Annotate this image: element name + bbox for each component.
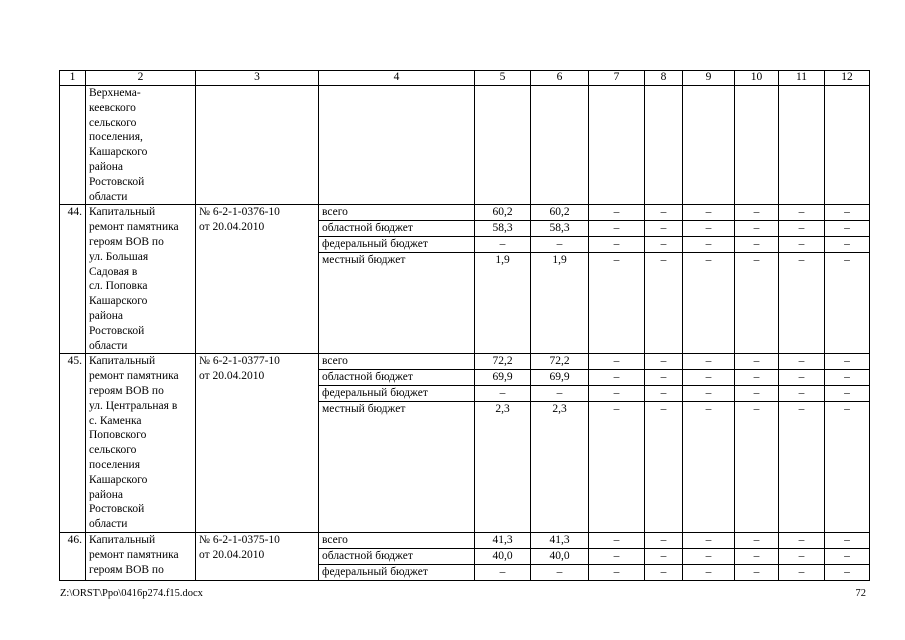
value-cell: 2,3 — [475, 402, 531, 533]
column-number: 5 — [475, 71, 531, 86]
value-cell: – — [735, 532, 779, 548]
funding-source: областной бюджет — [319, 548, 475, 564]
value-cell: – — [645, 221, 683, 237]
value-cell: 58,3 — [475, 221, 531, 237]
value-cell: – — [645, 564, 683, 580]
value-cell: – — [683, 564, 735, 580]
value-cell: – — [683, 253, 735, 354]
value-cell: – — [475, 386, 531, 402]
value-cell: – — [779, 402, 825, 533]
column-number: 1 — [60, 71, 86, 86]
value-cell: – — [589, 370, 645, 386]
column-number: 2 — [86, 71, 196, 86]
value-cell: – — [735, 548, 779, 564]
document-ref: № 6-2-1-0375-10 от 20.04.2010 — [196, 532, 319, 580]
table-row — [60, 205, 870, 221]
value-cell: – — [683, 237, 735, 253]
value-cell: 58,3 — [531, 221, 589, 237]
value-cell: – — [683, 205, 735, 221]
value-cell: – — [683, 221, 735, 237]
document-ref: № 6-2-1-0377-10 от 20.04.2010 — [196, 354, 319, 533]
value-cell: 60,2 — [531, 205, 589, 221]
value-cell: – — [779, 370, 825, 386]
value-cell: – — [779, 237, 825, 253]
value-cell: – — [645, 548, 683, 564]
value-cell: 60,2 — [475, 205, 531, 221]
value-cell: 41,3 — [531, 532, 589, 548]
column-number: 11 — [779, 71, 825, 86]
object-name: Капитальный ремонт памятника героям ВОВ по ул. Центральная в с. Каменка Поповского сельского поселения Кашарского района Ростовской области — [86, 354, 196, 533]
column-number: 6 — [531, 71, 589, 86]
value-cell: – — [779, 386, 825, 402]
value-cell: – — [589, 402, 645, 533]
value-cell: 41,3 — [475, 532, 531, 548]
value-cell: – — [589, 548, 645, 564]
document-ref: № 6-2-1-0376-10 от 20.04.2010 — [196, 205, 319, 354]
funding-source: всего — [319, 354, 475, 370]
value-cell: 72,2 — [475, 354, 531, 370]
value-cell: 40,0 — [531, 548, 589, 564]
funding-source: областной бюджет — [319, 221, 475, 237]
column-number: 10 — [735, 71, 779, 86]
value-cell: – — [735, 354, 779, 370]
page-number: 72 — [855, 588, 866, 599]
value-cell: – — [531, 237, 589, 253]
funding-source: федеральный бюджет — [319, 386, 475, 402]
value-cell: – — [735, 386, 779, 402]
value-cell: 1,9 — [531, 253, 589, 354]
value-cell: – — [735, 205, 779, 221]
value-cell: – — [589, 354, 645, 370]
funding-source: всего — [319, 532, 475, 548]
value-cell: – — [589, 221, 645, 237]
value-cell: 2,3 — [531, 402, 589, 533]
value-cell: – — [779, 532, 825, 548]
value-cell: – — [589, 205, 645, 221]
value-cell: – — [825, 253, 870, 354]
value-cell: – — [683, 532, 735, 548]
file-path-footer: Z:\ORST\Ppo\0416p274.f15.docx — [60, 588, 203, 599]
value-cell: – — [683, 548, 735, 564]
value-cell: – — [825, 548, 870, 564]
value-cell: – — [779, 253, 825, 354]
funding-source: всего — [319, 205, 475, 221]
column-number: 4 — [319, 71, 475, 86]
entry-number: 46. — [60, 532, 86, 580]
value-cell: – — [825, 564, 870, 580]
value-cell: – — [475, 237, 531, 253]
value-cell: – — [779, 221, 825, 237]
value-cell: – — [735, 221, 779, 237]
table-row — [60, 354, 870, 370]
value-cell: 72,2 — [531, 354, 589, 370]
value-cell: – — [683, 402, 735, 533]
value-cell: – — [589, 386, 645, 402]
funding-source: федеральный бюджет — [319, 564, 475, 580]
funding-source: федеральный бюджет — [319, 237, 475, 253]
value-cell: – — [589, 564, 645, 580]
value-cell: – — [683, 386, 735, 402]
value-cell: – — [825, 386, 870, 402]
column-number: 7 — [589, 71, 645, 86]
column-number: 9 — [683, 71, 735, 86]
funding-source: областной бюджет — [319, 370, 475, 386]
column-number: 3 — [196, 71, 319, 86]
object-name: Верхнема- кеевского сельского поселения, Кашарского района Ростовской области — [86, 86, 196, 205]
value-cell: – — [589, 532, 645, 548]
value-cell: – — [825, 532, 870, 548]
value-cell: – — [531, 386, 589, 402]
value-cell: – — [645, 386, 683, 402]
value-cell: – — [825, 237, 870, 253]
value-cell: – — [645, 205, 683, 221]
value-cell: – — [735, 370, 779, 386]
value-cell: – — [825, 354, 870, 370]
value-cell: – — [645, 354, 683, 370]
value-cell: – — [683, 354, 735, 370]
value-cell: – — [825, 221, 870, 237]
value-cell: 40,0 — [475, 548, 531, 564]
continuation-row — [60, 86, 870, 205]
value-cell: 69,9 — [475, 370, 531, 386]
object-name: Капитальный ремонт памятника героям ВОВ по — [86, 532, 196, 580]
value-cell: – — [825, 370, 870, 386]
table-row — [60, 532, 870, 548]
value-cell: – — [645, 532, 683, 548]
value-cell: – — [735, 253, 779, 354]
value-cell: – — [779, 354, 825, 370]
entry-number: 45. — [60, 354, 86, 533]
value-cell: – — [645, 237, 683, 253]
budget-table — [59, 70, 870, 581]
value-cell: – — [645, 370, 683, 386]
column-number: 8 — [645, 71, 683, 86]
value-cell: – — [779, 548, 825, 564]
column-number-row — [60, 71, 870, 86]
value-cell: – — [735, 402, 779, 533]
value-cell: – — [735, 237, 779, 253]
value-cell: – — [779, 205, 825, 221]
entry-number: 44. — [60, 205, 86, 354]
value-cell: – — [645, 253, 683, 354]
value-cell: 1,9 — [475, 253, 531, 354]
object-name: Капитальный ремонт памятника героям ВОВ по ул. Большая Садовая в сл. Поповка Кашарского района Ростовской области — [86, 205, 196, 354]
value-cell: – — [683, 370, 735, 386]
value-cell: 69,9 — [531, 370, 589, 386]
value-cell: – — [589, 253, 645, 354]
column-number: 12 — [825, 71, 870, 86]
value-cell: – — [779, 564, 825, 580]
funding-source: местный бюджет — [319, 253, 475, 354]
value-cell: – — [531, 564, 589, 580]
value-cell: – — [589, 237, 645, 253]
value-cell: – — [735, 564, 779, 580]
funding-source: местный бюджет — [319, 402, 475, 533]
value-cell: – — [825, 205, 870, 221]
value-cell: – — [825, 402, 870, 533]
value-cell: – — [645, 402, 683, 533]
value-cell: – — [475, 564, 531, 580]
